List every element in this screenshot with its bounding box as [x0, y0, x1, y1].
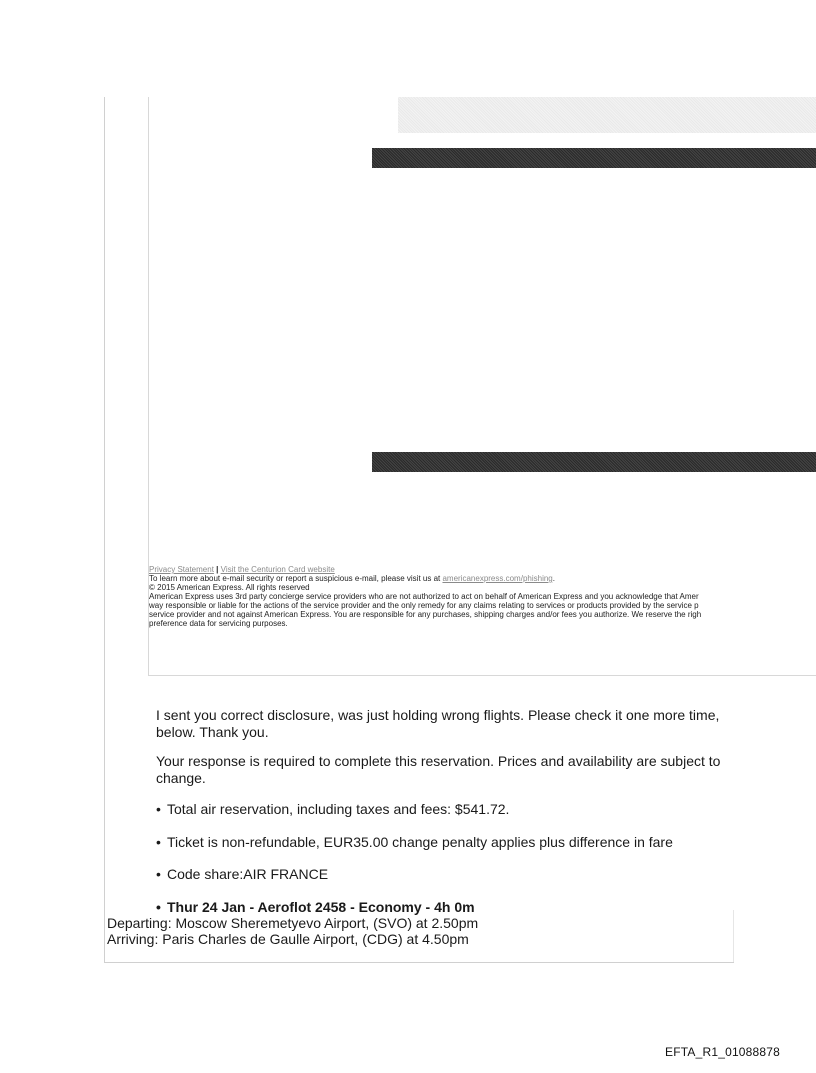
bullet-marker: •	[156, 801, 161, 817]
security-note-period: .	[552, 574, 555, 583]
footer-copyright: © 2015 American Express. All rights reserved	[149, 583, 310, 592]
footer-disclaimer-line-1: American Express uses 3rd party concierge service providers who are not authorized to act on behalf of American Express and you acknowledge that Amer	[149, 592, 699, 601]
bullet-total-fare	[156, 801, 509, 818]
frame-border-bottom	[104, 962, 734, 963]
footer-security-note	[149, 574, 816, 583]
phishing-link[interactable]: americanexpress.com/phishing	[442, 574, 553, 583]
security-note-text: To learn more about e-mail security or report a suspicious e-mail, please visit us at	[149, 574, 441, 583]
frame-border-left	[104, 97, 105, 963]
bullet-text: Thur 24 Jan - Aeroflot 2458 - Economy - 4h 0m	[167, 899, 475, 915]
bullet-ticket-terms	[156, 834, 673, 851]
footer-links-row	[149, 565, 816, 574]
flight-departing: Departing: Moscow Sheremetyevo Airport, (SVO) at 2.50pm	[107, 915, 479, 931]
bullet-marker: •	[156, 899, 161, 915]
bullet-marker: •	[156, 866, 161, 882]
inner-frame-border-bottom	[148, 675, 816, 676]
email-footer	[149, 565, 816, 628]
redaction-bar-top	[372, 148, 816, 168]
footer-disclaimer-line-4: preference data for servicing purposes.	[149, 619, 288, 628]
footer-disclaimer-line-2: way responsible or liable for the actions of the service provider and the only remedy for any claims relating to services or products provided by the service p	[149, 601, 699, 610]
message-paragraph-response: Your response is required to complete this reservation. Prices and availability are subject to change.	[156, 753, 721, 786]
message-paragraph-disclosure: I sent you correct disclosure, was just holding wrong flights. Please check it one more time, below. Thank you.	[156, 707, 720, 740]
flight-arriving: Arriving: Paris Charles de Gaulle Airport, (CDG) at 4.50pm	[107, 931, 469, 947]
document-id: EFTA_R1_01088878	[665, 1045, 781, 1059]
redacted-header-block	[398, 97, 816, 133]
redaction-bar-bottom	[372, 452, 816, 472]
footer-disclaimer-line-3: service provider and not against American Express. You are responsible for any purchases, shipping charges and/or fees you authorize. We reserve the righ	[149, 610, 702, 619]
bullet-text: Code share:AIR FRANCE	[167, 866, 329, 882]
bullet-text: Ticket is non-refundable, EUR35.00 change penalty applies plus difference in fare	[167, 834, 673, 850]
footer-link-separator: |	[216, 565, 219, 574]
bullet-code-share	[156, 866, 328, 883]
privacy-statement-link[interactable]: Privacy Statement	[149, 565, 214, 574]
bullet-text: Total air reservation, including taxes and fees: $541.72.	[167, 801, 510, 817]
centurion-card-link[interactable]: Visit the Centurion Card website	[220, 565, 335, 574]
bullet-flight-heading	[156, 899, 475, 916]
bullet-marker: •	[156, 834, 161, 850]
frame-border-right	[733, 910, 734, 962]
